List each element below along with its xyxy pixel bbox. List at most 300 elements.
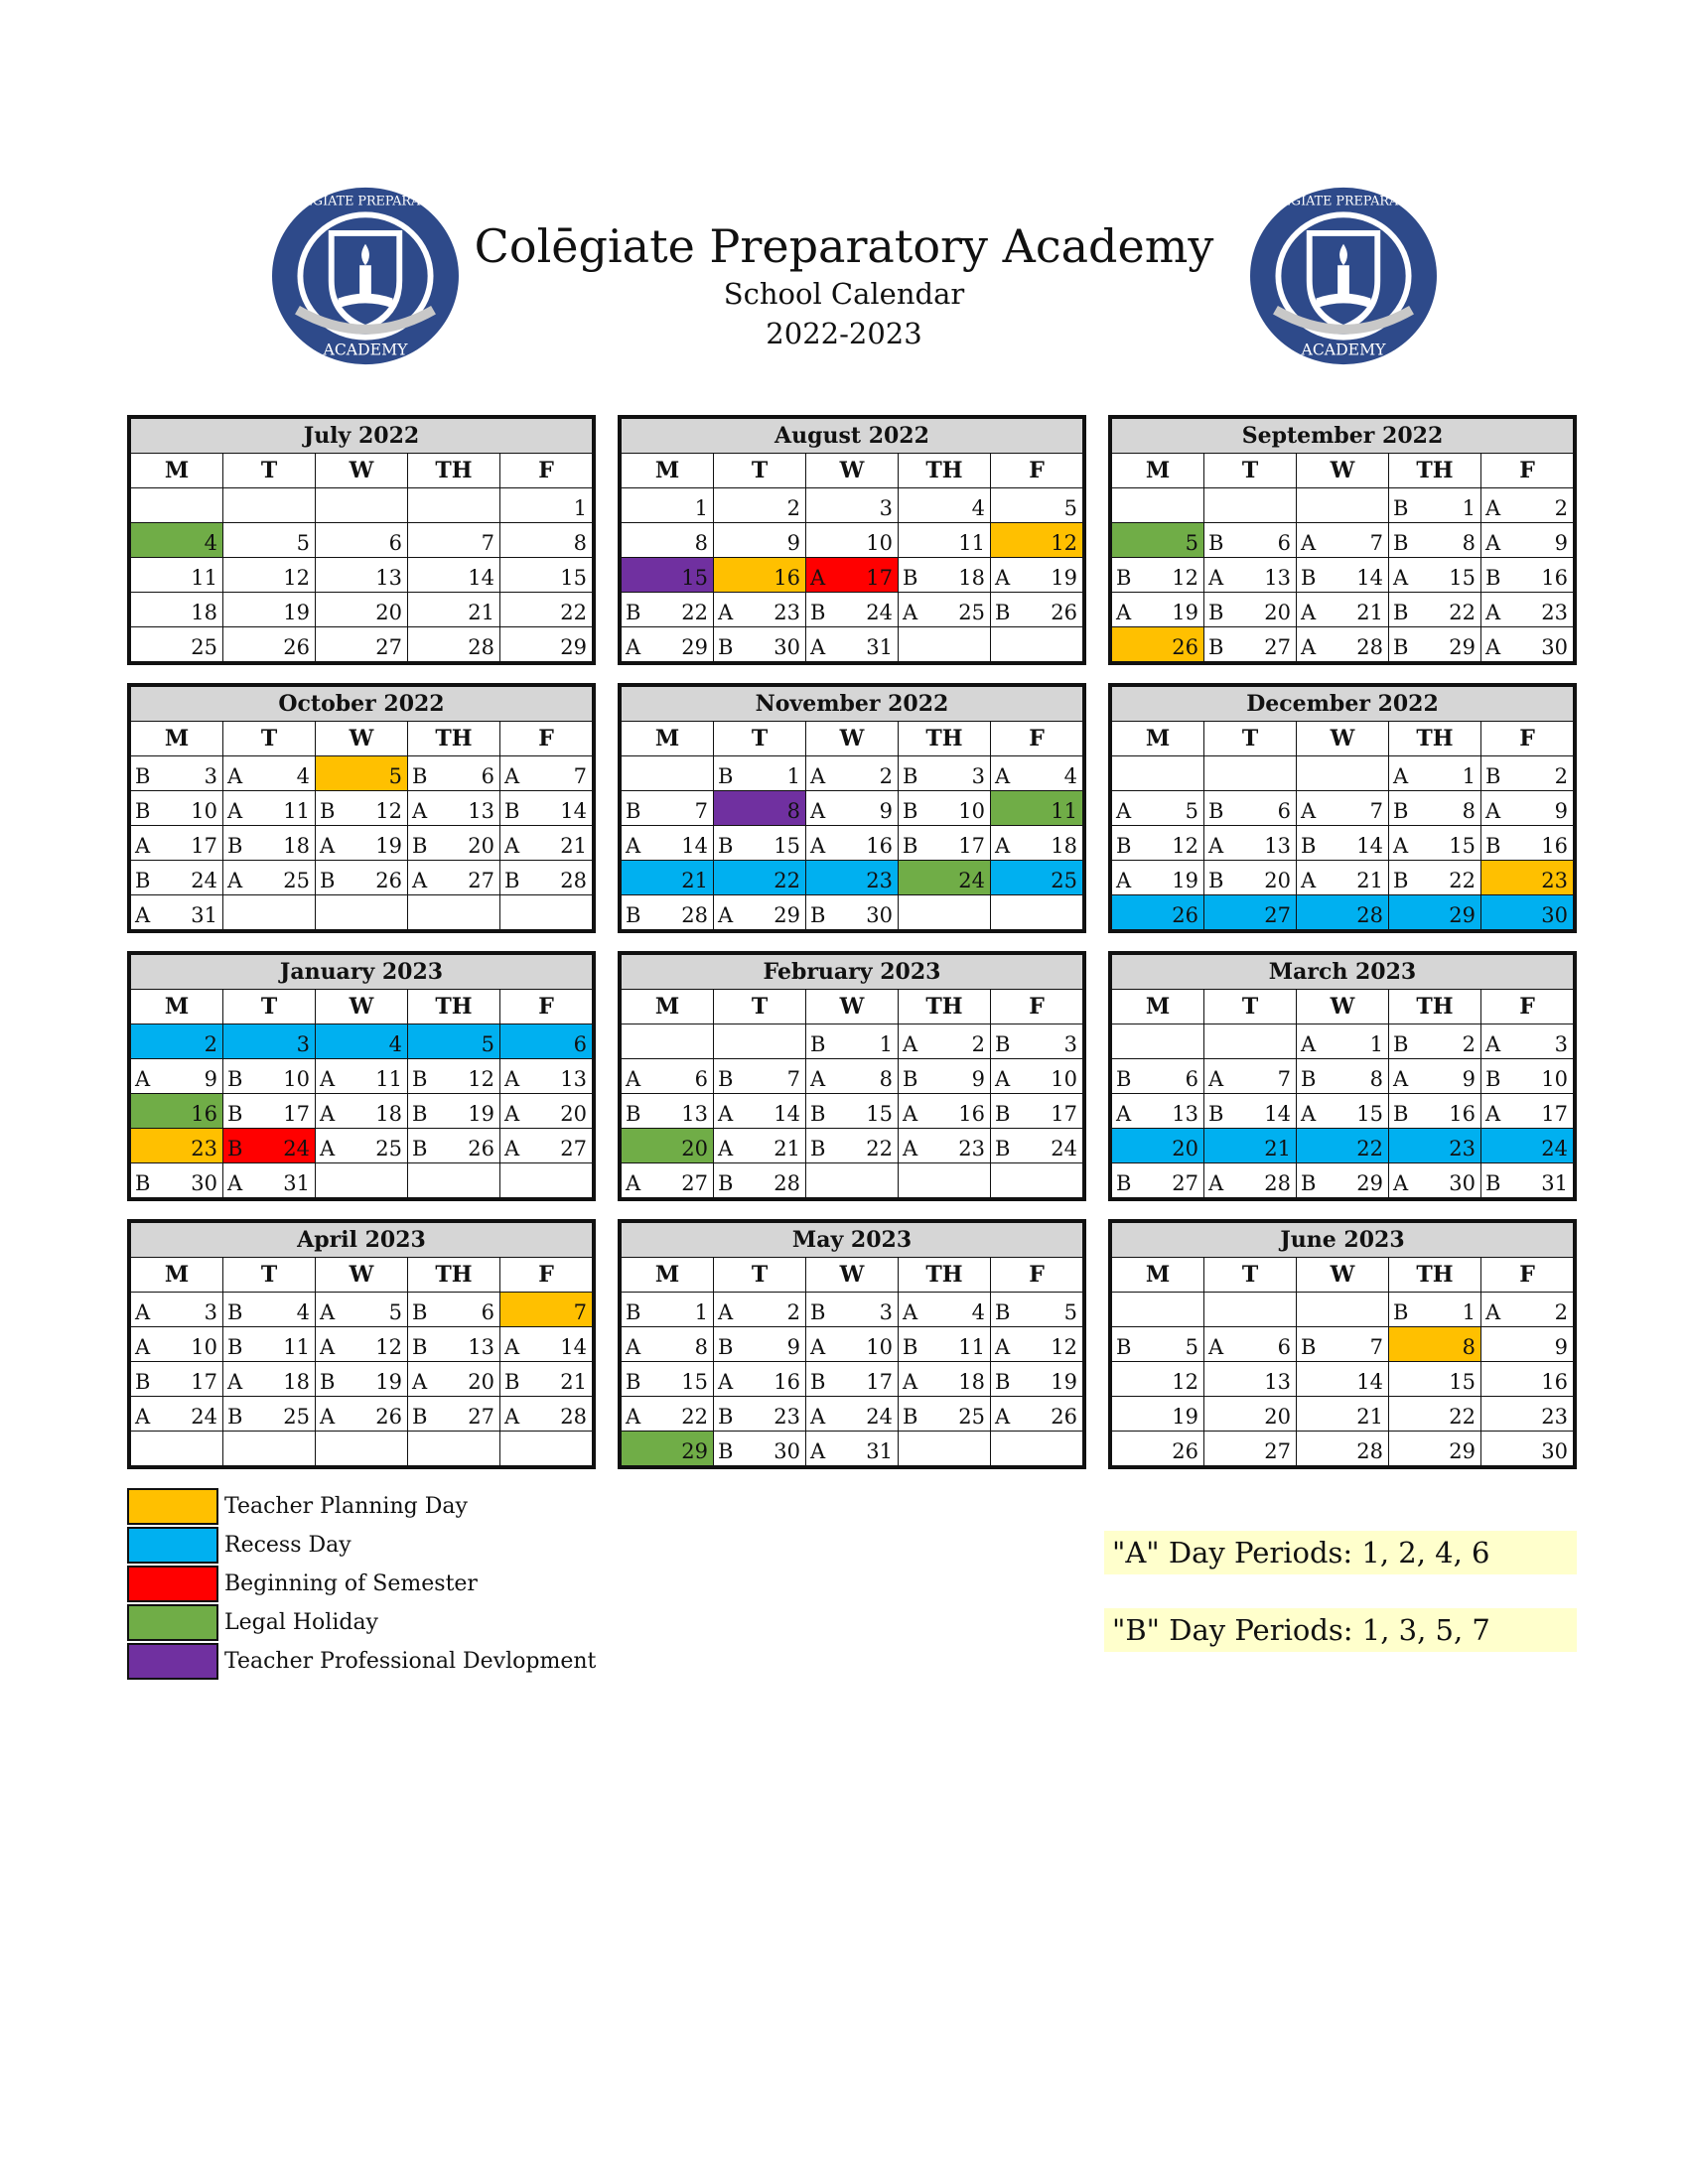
- day-number: 1: [786, 764, 800, 788]
- weekday-header: W: [316, 722, 408, 756]
- week-row: [1112, 1163, 1574, 1198]
- week-row: [131, 488, 593, 523]
- empty-cell: [408, 1163, 500, 1198]
- day-cell: [899, 1327, 991, 1362]
- logo-text-bottom-left: ACADEMY: [323, 340, 408, 359]
- day-number: 15: [774, 834, 800, 858]
- week-row: [622, 1362, 1083, 1397]
- day-cell: [1481, 488, 1574, 523]
- day-number: 20: [681, 1137, 708, 1160]
- day-number: 21: [560, 1370, 587, 1394]
- day-cell: [1481, 1163, 1574, 1198]
- ab-day-letter: A: [504, 834, 520, 858]
- weekday-header: M: [622, 454, 714, 488]
- day-number: 14: [1356, 834, 1383, 858]
- month-title: June 2023: [1112, 1223, 1574, 1258]
- day-cell: [991, 861, 1083, 895]
- day-number: 13: [1264, 1370, 1291, 1394]
- day-cell: [408, 1059, 500, 1094]
- day-number: 14: [560, 799, 587, 823]
- ab-day-letter: A: [1301, 1102, 1317, 1126]
- day-number: 28: [681, 903, 708, 927]
- day-number: 23: [1541, 1405, 1568, 1429]
- ab-day-letter: B: [1393, 531, 1409, 555]
- ab-day-letter: B: [1393, 1300, 1409, 1324]
- month-title: November 2022: [622, 687, 1083, 722]
- weekday-header: F: [500, 990, 593, 1024]
- empty-cell: [408, 1432, 500, 1466]
- day-cell: [991, 488, 1083, 523]
- ab-day-letter: A: [626, 635, 641, 659]
- weekday-header: T: [223, 1258, 316, 1293]
- day-number: 23: [958, 1137, 985, 1160]
- empty-cell: [316, 1432, 408, 1466]
- day-cell: [1112, 558, 1204, 593]
- day-cell: [1481, 1362, 1574, 1397]
- day-number: 22: [681, 601, 708, 624]
- day-cell: [316, 756, 408, 791]
- ab-day-letter: B: [995, 601, 1011, 624]
- weekday-header: T: [223, 722, 316, 756]
- day-number: 28: [774, 1171, 800, 1195]
- empty-cell: [899, 895, 991, 930]
- day-number: 14: [560, 1335, 587, 1359]
- empty-cell: [1112, 1293, 1204, 1327]
- empty-cell: [408, 488, 500, 523]
- day-number: 23: [774, 601, 800, 624]
- day-cell: [408, 791, 500, 826]
- day-cell: [1112, 593, 1204, 627]
- ab-day-letter: A: [135, 1335, 151, 1359]
- week-row: [1112, 895, 1574, 930]
- calendar-subtitle: School Calendar: [723, 277, 965, 311]
- day-cell: [714, 593, 806, 627]
- ab-day-letter: B: [1485, 1171, 1501, 1195]
- weekday-header: M: [1112, 454, 1204, 488]
- day-cell: [1481, 1024, 1574, 1059]
- weekday-header: F: [1481, 990, 1574, 1024]
- day-number: 24: [866, 1405, 893, 1429]
- day-cell: [899, 1397, 991, 1432]
- day-cell: [991, 791, 1083, 826]
- ab-day-letter: A: [1393, 1171, 1409, 1195]
- day-number: 8: [1462, 1335, 1476, 1359]
- day-cell: [1112, 627, 1204, 662]
- day-number: 7: [694, 799, 708, 823]
- day-cell: [899, 1059, 991, 1094]
- day-cell: [899, 593, 991, 627]
- day-cell: [131, 1059, 223, 1094]
- day-cell: [1481, 1129, 1574, 1163]
- day-number: 11: [1051, 799, 1077, 823]
- day-number: 10: [958, 799, 985, 823]
- ab-day-letter: B: [626, 601, 641, 624]
- day-number: 1: [1462, 764, 1476, 788]
- ab-day-letter: A: [504, 1405, 520, 1429]
- ab-day-letter: B: [1393, 601, 1409, 624]
- week-row: [131, 1362, 593, 1397]
- day-cell: [1389, 1024, 1481, 1059]
- week-row: [1112, 1327, 1574, 1362]
- ab-day-letter: B: [903, 1067, 918, 1091]
- ab-day-letter: A: [135, 834, 151, 858]
- day-number: 27: [1264, 1439, 1291, 1463]
- ab-day-letter: A: [1301, 601, 1317, 624]
- day-number: 30: [191, 1171, 217, 1195]
- week-row: [131, 826, 593, 861]
- ab-day-letter: B: [227, 1137, 243, 1160]
- day-cell: [622, 1094, 714, 1129]
- week-row: [1112, 488, 1574, 523]
- day-number: 30: [774, 635, 800, 659]
- day-number: 4: [388, 1032, 402, 1056]
- day-cell: [806, 627, 899, 662]
- day-number: 18: [191, 601, 217, 624]
- day-cell: [408, 558, 500, 593]
- day-number: 13: [560, 1067, 587, 1091]
- weekday-header: F: [500, 454, 593, 488]
- day-cell: [223, 1129, 316, 1163]
- week-row: [622, 1129, 1083, 1163]
- ab-day-letter: B: [504, 799, 520, 823]
- ab-day-letter: B: [1208, 1102, 1224, 1126]
- day-cell: [131, 1163, 223, 1198]
- day-cell: [991, 1362, 1083, 1397]
- day-cell: [1389, 523, 1481, 558]
- day-cell: [1297, 1163, 1389, 1198]
- week-row: [622, 1163, 1083, 1198]
- day-number: 29: [681, 1439, 708, 1463]
- day-number: 7: [1277, 1067, 1291, 1091]
- week-row: [131, 1094, 593, 1129]
- day-cell: [714, 826, 806, 861]
- day-cell: [1297, 1432, 1389, 1466]
- empty-cell: [223, 1432, 316, 1466]
- day-number: 17: [958, 834, 985, 858]
- day-cell: [899, 1129, 991, 1163]
- day-number: 4: [296, 764, 310, 788]
- ab-day-letter: B: [626, 1102, 641, 1126]
- ab-day-letter: B: [412, 764, 428, 788]
- week-row: [131, 1397, 593, 1432]
- ab-day-letter: B: [227, 1300, 243, 1324]
- day-cell: [131, 1024, 223, 1059]
- day-cell: [500, 791, 593, 826]
- day-number: 5: [388, 764, 402, 788]
- day-cell: [806, 593, 899, 627]
- ab-day-letter: A: [1116, 869, 1132, 892]
- ab-day-letter: A: [412, 799, 428, 823]
- day-number: 22: [1449, 601, 1476, 624]
- day-cell: [714, 1362, 806, 1397]
- day-cell: [991, 523, 1083, 558]
- day-cell: [806, 1293, 899, 1327]
- day-number: 8: [1462, 799, 1476, 823]
- week-row: [622, 558, 1083, 593]
- week-row: [1112, 1397, 1574, 1432]
- day-cell: [806, 791, 899, 826]
- legend-swatch: [127, 1643, 218, 1680]
- legend-label: Teacher Planning Day: [224, 1494, 468, 1519]
- legend-swatch: [127, 1488, 218, 1525]
- day-number: 16: [774, 1370, 800, 1394]
- day-cell: [991, 593, 1083, 627]
- day-cell: [622, 1397, 714, 1432]
- day-number: 14: [468, 566, 494, 590]
- day-cell: [500, 1293, 593, 1327]
- week-row: [622, 1432, 1083, 1466]
- day-cell: [223, 1293, 316, 1327]
- day-number: 13: [375, 566, 402, 590]
- day-cell: [408, 593, 500, 627]
- weekday-header: W: [1297, 722, 1389, 756]
- day-number: 27: [1264, 903, 1291, 927]
- day-cell: [714, 1129, 806, 1163]
- empty-cell: [991, 1432, 1083, 1466]
- day-cell: [1297, 791, 1389, 826]
- week-row: [131, 1432, 593, 1466]
- day-cell: [1297, 826, 1389, 861]
- ab-day-letter: A: [810, 834, 826, 858]
- day-cell: [500, 593, 593, 627]
- ab-day-letter: B: [718, 635, 734, 659]
- day-number: 6: [694, 1067, 708, 1091]
- week-row: [622, 895, 1083, 930]
- ab-day-letter: A: [135, 903, 151, 927]
- day-number: 6: [1277, 531, 1291, 555]
- weekday-header: M: [131, 990, 223, 1024]
- day-cell: [316, 523, 408, 558]
- day-cell: [714, 756, 806, 791]
- empty-cell: [316, 1163, 408, 1198]
- day-number: 26: [1172, 1439, 1198, 1463]
- day-number: 2: [786, 496, 800, 520]
- day-number: 8: [786, 799, 800, 823]
- day-number: 18: [958, 1370, 985, 1394]
- day-cell: [131, 1293, 223, 1327]
- week-row: [131, 895, 593, 930]
- day-number: 18: [958, 566, 985, 590]
- day-cell: [806, 756, 899, 791]
- day-number: 18: [283, 834, 310, 858]
- empty-cell: [223, 488, 316, 523]
- day-cell: [1204, 826, 1297, 861]
- empty-cell: [714, 1024, 806, 1059]
- ab-day-letter: B: [995, 1032, 1011, 1056]
- ab-day-letter: A: [1116, 601, 1132, 624]
- ab-day-letter: A: [626, 1067, 641, 1091]
- day-number: 9: [786, 1335, 800, 1359]
- ab-day-letter: B: [1393, 869, 1409, 892]
- day-cell: [500, 826, 593, 861]
- empty-cell: [1297, 488, 1389, 523]
- day-number: 22: [1356, 1137, 1383, 1160]
- day-number: 22: [774, 869, 800, 892]
- ab-day-letter: B: [1485, 834, 1501, 858]
- week-row: [1112, 523, 1574, 558]
- day-number: 16: [1541, 834, 1568, 858]
- weekday-header: M: [131, 1258, 223, 1293]
- day-number: 6: [1277, 799, 1291, 823]
- day-cell: [1481, 826, 1574, 861]
- weekday-header: T: [1204, 1258, 1297, 1293]
- day-cell: [806, 1094, 899, 1129]
- day-number: 7: [573, 1300, 587, 1324]
- day-number: 29: [1449, 1439, 1476, 1463]
- day-number: 24: [283, 1137, 310, 1160]
- day-cell: [1204, 558, 1297, 593]
- weekday-header: F: [500, 722, 593, 756]
- weekday-header: F: [991, 990, 1083, 1024]
- empty-cell: [899, 627, 991, 662]
- day-number: 4: [971, 496, 985, 520]
- day-cell: [622, 1059, 714, 1094]
- month-calendar: [618, 683, 1086, 933]
- week-row: [1112, 558, 1574, 593]
- day-cell: [899, 488, 991, 523]
- day-number: 6: [1277, 1335, 1291, 1359]
- day-number: 16: [866, 834, 893, 858]
- day-cell: [1204, 1129, 1297, 1163]
- day-number: 23: [191, 1137, 217, 1160]
- day-cell: [1112, 1362, 1204, 1397]
- ab-day-letter: A: [320, 1102, 336, 1126]
- month-calendar: [127, 951, 596, 1201]
- day-number: 14: [1356, 566, 1383, 590]
- day-number: 28: [1264, 1171, 1291, 1195]
- ab-day-letter: B: [412, 1067, 428, 1091]
- weekday-header: T: [223, 454, 316, 488]
- day-cell: [806, 1129, 899, 1163]
- day-number: 12: [283, 566, 310, 590]
- day-number: 23: [866, 869, 893, 892]
- day-cell: [1204, 593, 1297, 627]
- weekday-header: T: [714, 454, 806, 488]
- ab-day-letter: A: [1208, 834, 1224, 858]
- day-number: 9: [1462, 1067, 1476, 1091]
- day-number: 8: [1462, 531, 1476, 555]
- ab-day-letter: B: [1301, 834, 1317, 858]
- day-cell: [1297, 1362, 1389, 1397]
- ab-day-letter: A: [227, 764, 243, 788]
- ab-day-letter: A: [135, 1300, 151, 1324]
- day-number: 21: [1356, 1405, 1383, 1429]
- ab-day-letter: A: [320, 1405, 336, 1429]
- legend-label: Teacher Professional Devlopment: [224, 1649, 597, 1674]
- day-cell: [408, 861, 500, 895]
- day-number: 9: [1554, 799, 1568, 823]
- day-number: 30: [774, 1439, 800, 1463]
- ab-day-letter: A: [1116, 1102, 1132, 1126]
- day-cell: [806, 558, 899, 593]
- weekday-header: TH: [899, 722, 991, 756]
- day-number: 2: [204, 1032, 217, 1056]
- day-cell: [408, 1327, 500, 1362]
- weekday-header: T: [714, 722, 806, 756]
- day-number: 20: [1264, 1405, 1291, 1429]
- ab-day-letter: B: [1301, 566, 1317, 590]
- empty-cell: [500, 895, 593, 930]
- day-cell: [1389, 558, 1481, 593]
- day-number: 23: [774, 1405, 800, 1429]
- logo-text-bottom-right: ACADEMY: [1301, 340, 1386, 359]
- weekday-header: T: [1204, 990, 1297, 1024]
- ab-day-letter: A: [903, 1370, 918, 1394]
- weekday-header: M: [622, 990, 714, 1024]
- ab-day-letter: B: [1393, 496, 1409, 520]
- day-number: 12: [1172, 566, 1198, 590]
- ab-day-letter: A: [810, 799, 826, 823]
- ab-day-letter: A: [903, 1300, 918, 1324]
- day-number: 10: [1051, 1067, 1077, 1091]
- day-number: 19: [1051, 566, 1077, 590]
- ab-day-letter: B: [1301, 1335, 1317, 1359]
- day-cell: [500, 1059, 593, 1094]
- day-number: 7: [1369, 799, 1383, 823]
- ab-day-letter: B: [412, 1405, 428, 1429]
- day-number: 17: [191, 1370, 217, 1394]
- day-number: 14: [1264, 1102, 1291, 1126]
- day-cell: [500, 1024, 593, 1059]
- ab-day-letter: A: [227, 1171, 243, 1195]
- day-cell: [223, 593, 316, 627]
- day-cell: [991, 1024, 1083, 1059]
- day-number: 17: [866, 1370, 893, 1394]
- day-cell: [622, 1293, 714, 1327]
- day-cell: [131, 523, 223, 558]
- day-cell: [1112, 1327, 1204, 1362]
- day-cell: [806, 1397, 899, 1432]
- day-number: 28: [1356, 635, 1383, 659]
- month-title: February 2023: [622, 955, 1083, 990]
- week-row: [622, 593, 1083, 627]
- day-number: 1: [1462, 1300, 1476, 1324]
- day-number: 6: [573, 1032, 587, 1056]
- week-row: [1112, 826, 1574, 861]
- ab-day-letter: A: [504, 1137, 520, 1160]
- week-row: [622, 756, 1083, 791]
- day-number: 5: [1185, 799, 1198, 823]
- ab-day-letter: A: [810, 1405, 826, 1429]
- day-cell: [223, 1163, 316, 1198]
- day-number: 3: [1063, 1032, 1077, 1056]
- day-number: 17: [866, 566, 893, 590]
- day-number: 25: [375, 1137, 402, 1160]
- ab-day-letter: A: [504, 1067, 520, 1091]
- week-row: [131, 756, 593, 791]
- day-number: 30: [866, 903, 893, 927]
- day-cell: [806, 826, 899, 861]
- day-number: 15: [866, 1102, 893, 1126]
- day-number: 5: [1063, 1300, 1077, 1324]
- day-number: 16: [1449, 1102, 1476, 1126]
- ab-day-letter: B: [626, 799, 641, 823]
- ab-day-letter: B: [810, 1300, 826, 1324]
- day-number: 26: [375, 1405, 402, 1429]
- ab-day-letter: A: [718, 601, 734, 624]
- day-number: 6: [481, 1300, 494, 1324]
- weekday-header: W: [806, 990, 899, 1024]
- day-number: 19: [375, 1370, 402, 1394]
- day-cell: [131, 1129, 223, 1163]
- day-number: 3: [879, 496, 893, 520]
- day-number: 18: [1051, 834, 1077, 858]
- weekday-header: F: [1481, 1258, 1574, 1293]
- ab-day-letter: A: [718, 1102, 734, 1126]
- day-cell: [622, 895, 714, 930]
- day-number: 7: [1369, 531, 1383, 555]
- day-number: 25: [958, 601, 985, 624]
